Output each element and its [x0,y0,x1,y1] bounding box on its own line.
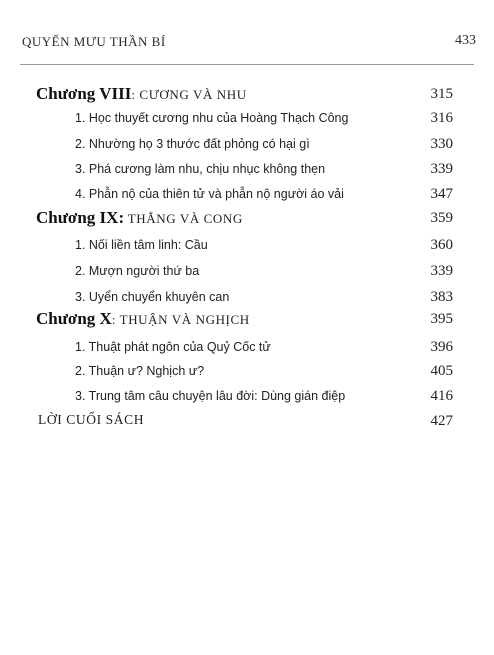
section-page: 316 [430,110,453,126]
section-page: 347 [430,186,453,202]
toc-section-9-1[interactable] [0,235,494,257]
section-page: 330 [430,136,453,152]
toc-section-8-2[interactable] [0,134,494,156]
section-title: 1. Học thuyết cương nhu của Hoàng Thạch Công [75,111,349,125]
toc-section-10-2[interactable] [0,361,494,383]
toc-section-9-3[interactable] [0,287,494,309]
section-title: 2. Nhường họ 3 thước đất phỏng có hại gì [75,137,310,151]
toc-chapter-10[interactable] [0,309,494,331]
toc-chapter-8[interactable] [0,84,494,106]
chapter-number: Chương VIII [36,84,132,103]
chapter-title: THẲNG VÀ CONG [124,211,243,226]
toc-section-8-1[interactable] [0,108,494,130]
section-page: 405 [430,363,453,379]
toc-section-9-2[interactable] [0,261,494,283]
section-page: 396 [430,339,453,355]
section-page: 339 [430,161,453,177]
section-title: 2. Thuận ư? Nghịch ư? [75,364,205,378]
chapter-heading [36,84,247,104]
toc-chapter-9[interactable] [0,208,494,230]
section-title: 4. Phẫn nộ của thiên tử và phẫn nộ người áo vải [75,187,344,201]
toc-section-8-3[interactable] [0,159,494,181]
section-page: 360 [430,237,453,253]
section-page: 383 [430,289,453,305]
toc-section-10-3[interactable] [0,386,494,408]
toc-section-10-1[interactable] [0,337,494,359]
closing-title: LỜI CUỐI SÁCH [38,412,145,427]
chapter-title: : CƯƠNG VÀ NHU [131,87,247,102]
section-page: 416 [430,388,453,404]
section-title: 3. Trung tâm câu chuyện lâu đời: Dùng gián điệp [75,389,346,403]
running-header-title: QUYỂN MƯU THẦN BÍ [22,34,166,49]
section-title: 1. Thuật phát ngôn của Quỷ Cốc tử [75,340,271,354]
closing-page: 427 [430,413,453,429]
section-title: 3. Uyển chuyển khuyên can [75,290,230,304]
section-page: 339 [430,263,453,279]
chapter-page: 395 [430,311,453,327]
toc-section-8-4[interactable] [0,184,494,206]
section-title: 2. Mượn người thứ ba [75,264,200,278]
page-number: 433 [455,33,476,48]
chapter-page: 315 [430,86,453,102]
section-title: 1. Nối liền tâm linh: Cầu [75,238,208,252]
chapter-number: Chương IX: [36,208,125,227]
chapter-heading [36,309,250,329]
section-title: 3. Phá cương làm nhu, chịu nhục không thẹn [75,162,326,176]
chapter-title: : THUẬN VÀ NGHỊCH [111,312,250,327]
chapter-heading [36,208,243,228]
chapter-number: Chương X [36,309,112,328]
chapter-page: 359 [430,210,453,226]
toc-closing[interactable] [0,411,494,433]
